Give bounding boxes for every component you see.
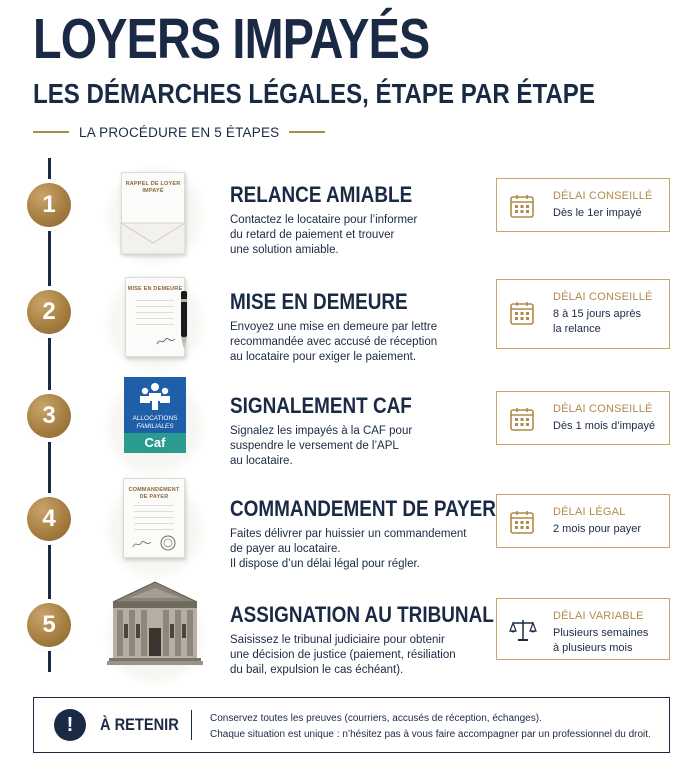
page-title: LOYERS IMPAYÉS — [33, 7, 430, 71]
delay-box — [496, 391, 670, 445]
delay-value-line: 8 à 15 jours après — [553, 308, 642, 320]
letter-document-icon — [121, 172, 185, 254]
delay-label: DÉLAI CONSEILLÉ — [553, 291, 653, 303]
step-number-badge: 5 — [27, 603, 71, 647]
courthouse-icon — [107, 576, 203, 668]
delay-value-line: Dès 1 mois d’impayé — [553, 420, 656, 432]
procedure-label-row — [33, 122, 333, 142]
desc-line: suspendre le versement de l’APL — [230, 440, 399, 452]
delay-box — [496, 279, 670, 349]
reminder-separator — [191, 710, 192, 740]
signature-icon — [132, 539, 152, 549]
step-illustration — [103, 271, 207, 375]
delay-label: DÉLAI CONSEILLÉ — [553, 190, 653, 202]
step-description — [230, 424, 490, 469]
reminder-box — [33, 697, 670, 753]
step-illustration — [103, 164, 207, 268]
document-header: COMMANDEMENT DE PAYER — [128, 487, 180, 500]
caf-logo-text: ALLOCATIONS — [132, 415, 178, 422]
signature-icon — [156, 336, 176, 346]
calendar-icon — [509, 509, 535, 535]
stamp-seal-icon — [160, 535, 176, 551]
step-description — [230, 320, 490, 365]
step-number-badge: 3 — [27, 394, 71, 438]
desc-line: Contactez le locataire pour l’informer — [230, 214, 418, 226]
reminder-line: Chaque situation est unique : n’hésitez pas à vous faire accompagner par un professionnel du droit. — [210, 729, 651, 740]
desc-line: au locataire. — [230, 455, 293, 467]
exclamation-icon: ! — [54, 709, 86, 741]
pen-icon — [177, 289, 191, 351]
desc-line: une décision de justice (paiement, résiliation — [230, 649, 456, 661]
step-title: SIGNALEMENT CAF — [230, 393, 412, 418]
payment-order-document-icon — [123, 478, 185, 558]
desc-line: de payer au locataire. — [230, 543, 341, 555]
step-number-badge: 4 — [27, 497, 71, 541]
desc-line: Il dispose d’un délai légal pour régler. — [230, 558, 420, 570]
calendar-icon — [509, 300, 535, 326]
delay-value — [553, 307, 641, 337]
delay-label: DÉLAI VARIABLE — [553, 610, 644, 622]
envelope-icon — [120, 217, 186, 255]
step-number-badge: 2 — [27, 290, 71, 334]
step-description — [230, 213, 490, 258]
step-description — [230, 633, 490, 678]
document-header: MISE EN DEMEURE — [127, 286, 183, 292]
desc-line: Faites délivrer par huissier un commandement — [230, 528, 467, 540]
step-title: COMMANDEMENT DE PAYER — [230, 496, 496, 521]
step-illustration — [103, 478, 207, 582]
step-illustration — [103, 375, 207, 479]
step-description — [230, 527, 490, 572]
caf-logo — [124, 377, 186, 453]
step-1 — [0, 170, 700, 270]
step-number-badge: 1 — [27, 183, 71, 227]
delay-value-line: Dès le 1er impayé — [553, 207, 642, 219]
step-2 — [0, 277, 700, 377]
step-title: RELANCE AMIABLE — [230, 182, 413, 207]
divider-left — [33, 131, 69, 133]
step-illustration — [103, 584, 207, 688]
step-4 — [0, 484, 700, 584]
caf-logo-name: Caf — [124, 433, 186, 453]
desc-line: recommandée avec accusé de réception — [230, 336, 438, 348]
family-figures-icon — [137, 381, 173, 411]
caf-logo-text: FAMILIALES — [136, 423, 174, 430]
reminder-line: Conservez toutes les preuves (courriers, accusés de réception, échanges). — [210, 713, 542, 724]
delay-value-line: la relance — [553, 323, 601, 335]
page-subtitle: LES DÉMARCHES LÉGALES, ÉTAPE PAR ÉTAPE — [33, 78, 595, 109]
procedure-label: LA PROCÉDURE EN 5 ÉTAPES — [79, 124, 280, 140]
step-title: MISE EN DEMEURE — [230, 289, 408, 314]
delay-box — [496, 598, 670, 660]
delay-value — [553, 522, 641, 537]
step-5 — [0, 590, 700, 690]
desc-line: une solution amiable. — [230, 244, 339, 256]
document-header: RAPPEL DE LOYER IMPAYÉ — [125, 181, 181, 194]
desc-line: du retard de paiement et trouver — [230, 229, 395, 241]
delay-value — [553, 206, 642, 221]
delay-value-line: 2 mois pour payer — [553, 523, 642, 535]
reminder-text — [210, 711, 651, 743]
desc-line: Saisissez le tribunal judiciaire pour obtenir — [230, 634, 445, 646]
delay-box — [496, 494, 670, 548]
delay-label: DÉLAI LÉGAL — [553, 506, 626, 518]
desc-line: Signalez les impayés à la CAF pour — [230, 425, 413, 437]
formal-notice-document-icon — [125, 277, 185, 357]
calendar-icon — [509, 193, 535, 219]
desc-line: au locataire pour exiger le paiement. — [230, 351, 417, 363]
delay-value — [553, 419, 655, 434]
scales-icon — [509, 617, 537, 643]
delay-label: DÉLAI CONSEILLÉ — [553, 403, 653, 415]
desc-line: du bail, expulsion le cas échéant). — [230, 664, 404, 676]
delay-value — [553, 626, 648, 656]
divider-right — [289, 131, 325, 133]
delay-value-line: à plusieurs mois — [553, 642, 633, 654]
calendar-icon — [509, 406, 535, 432]
reminder-label: À RETENIR — [100, 715, 179, 734]
step-3 — [0, 381, 700, 481]
desc-line: Envoyez une mise en demeure par lettre — [230, 321, 438, 333]
delay-box — [496, 178, 670, 232]
step-title: ASSIGNATION AU TRIBUNAL — [230, 602, 494, 627]
delay-value-line: Plusieurs semaines — [553, 627, 649, 639]
